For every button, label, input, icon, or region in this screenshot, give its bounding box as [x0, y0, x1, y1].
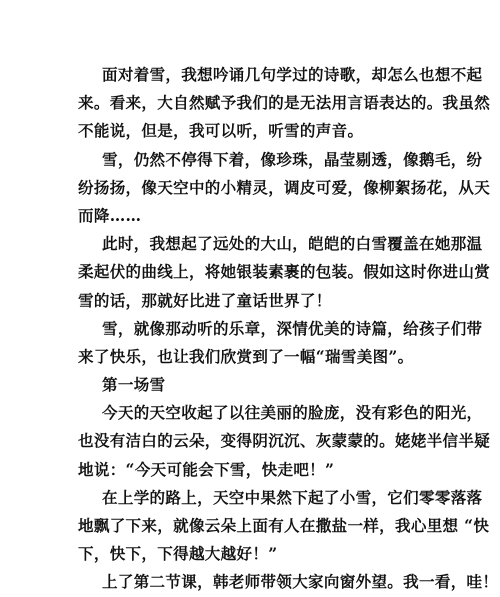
text-line: 雪，就像那动听的乐章，深情优美的诗篇，给孩子们带	[102, 318, 483, 338]
text-line: 而降……	[78, 205, 142, 225]
text-line: 来。看来，大自然赋予我们的是无法用言语表达的。我虽然	[78, 93, 491, 113]
text-line: 雪的话，那就好比进了童话世界了！	[78, 290, 332, 310]
text-line: 也没有洁白的云朵，变得阴沉沉、灰蒙蒙的。姥姥半信半疑	[78, 431, 491, 451]
text-line: 今天的天空收起了以往美丽的脸庞，没有彩色的阳光，	[102, 403, 483, 423]
text-line: 雪，仍然不停得下着，像珍珠，晶莹剔透，像鹅毛，纷	[102, 149, 483, 169]
text-line: 地说：“今天可能会下雪，快走吧！”	[78, 459, 335, 479]
text-line: 此时，我想起了远处的大山，皑皑的白雪覆盖在她那温	[102, 234, 483, 254]
text-line: 地飘了下来，就像云朵上面有人在撒盐一样，我心里想 “快	[78, 516, 490, 535]
text-line: 在上学的路上，天空中果然下起了小雪，它们零零落落	[102, 487, 483, 507]
text-line: 柔起伏的曲线上，将她银装素裹的包装。假如这时你进山赏	[78, 262, 491, 282]
text-line: 纷扬扬，像天空中的小精灵，调皮可爱，像柳絮扬花，从天	[78, 177, 491, 197]
text-line: 下，快下，下得越大越好！”	[78, 544, 278, 564]
text-line: 面对着雪，我想吟诵几句学过的诗歌，却怎么也想不起	[102, 65, 483, 84]
text-line: 第一场雪	[102, 375, 166, 395]
text-line: 来了快乐，也让我们欣赏到了一幅“瑞雪美图”。	[78, 346, 414, 366]
text-line: 上了第二节课，韩老师带领大家向窗外望。我一看，哇！	[102, 572, 499, 592]
text-line: 不能说，但是，我可以听，听雪的声音。	[78, 121, 364, 141]
document-body	[78, 61, 499, 597]
